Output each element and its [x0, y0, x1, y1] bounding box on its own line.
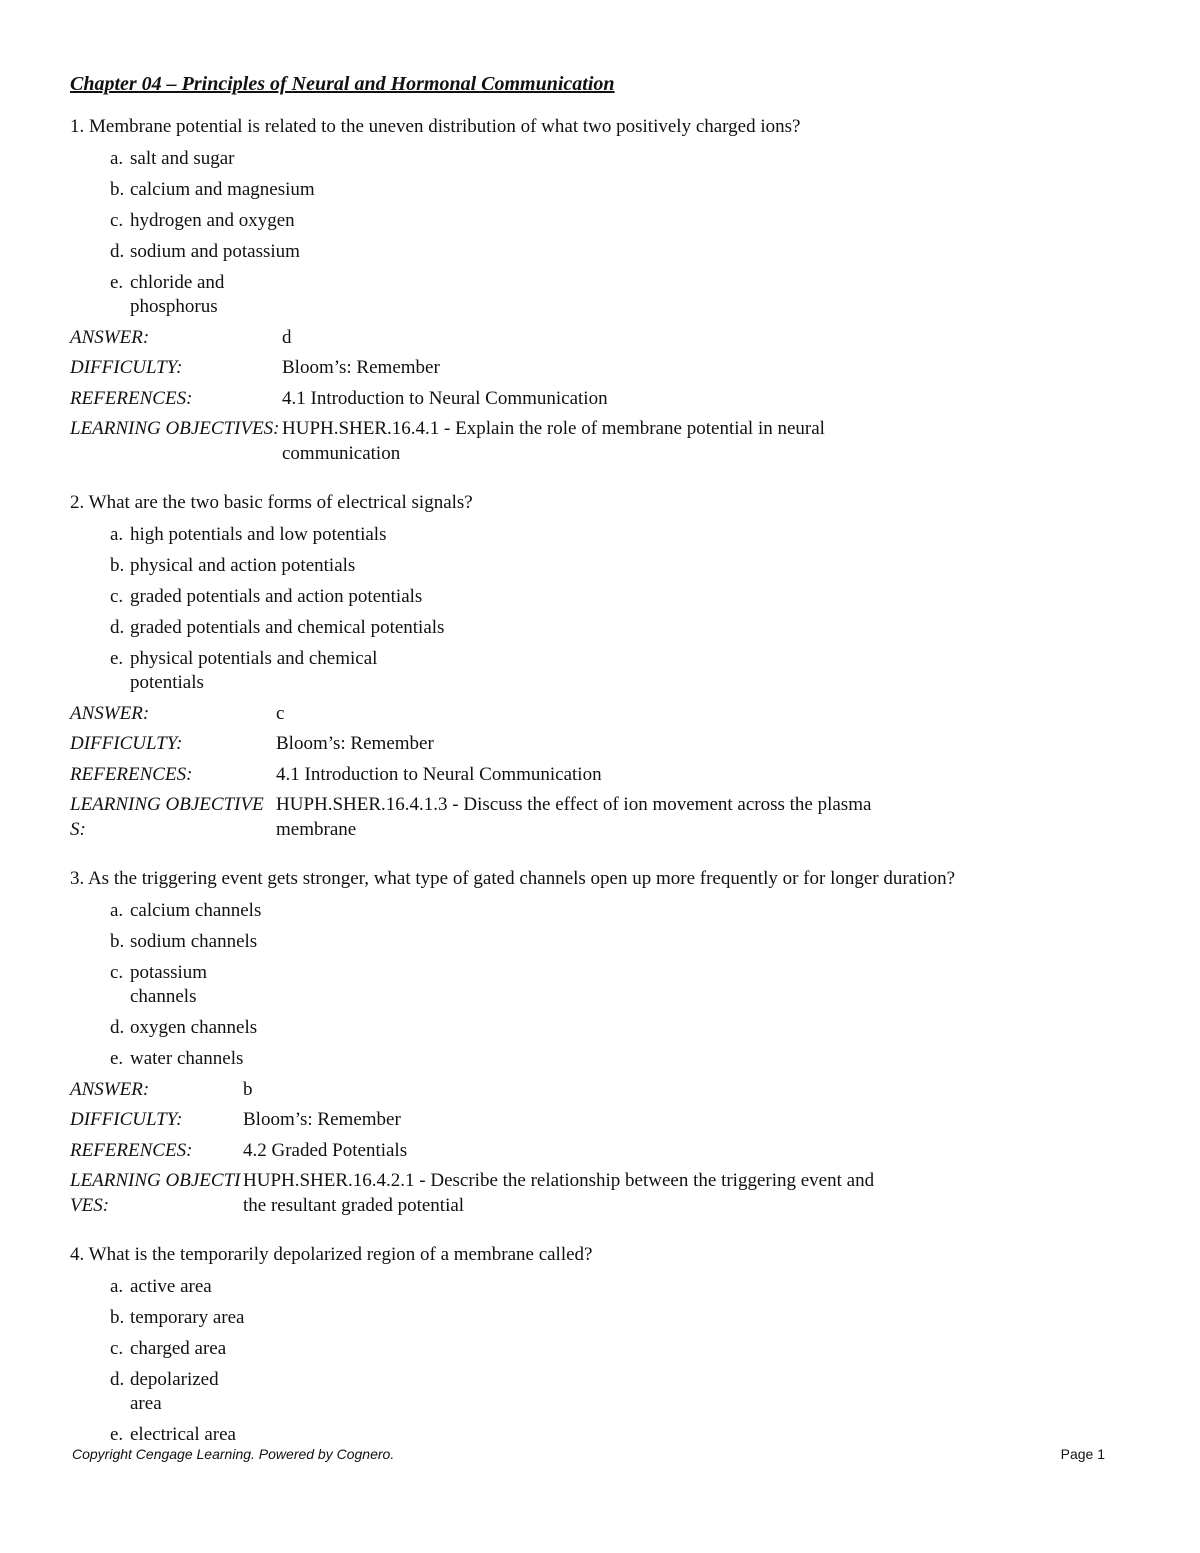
choice-c: c. hydrogen and oxygen [110, 209, 295, 231]
question-4-stem: 4. What is the temporarily depolarized region of a membrane called? [70, 1244, 593, 1265]
question-3-choices [70, 899, 955, 1072]
choice-b: b. calcium and magnesium [110, 178, 315, 200]
answer-value: b [243, 1078, 253, 1100]
question-1-stem: 1. Membrane potential is related to the uneven distribution of what two positively charged ions? [70, 116, 801, 137]
choice-b: b. physical and action potentials [110, 554, 356, 576]
choice-b: b. temporary area [110, 1306, 245, 1328]
question-2-stem: 2. What are the two basic forms of electrical signals? [70, 492, 473, 513]
choice-c: c. graded potentials and action potentials [110, 585, 423, 607]
references-row: REFERENCES: 4.2 Graded Potentials [70, 1139, 408, 1161]
question-1-choices [70, 147, 902, 320]
question-1-metadata [70, 325, 902, 467]
copyright-notice: Copyright Cengage Learning. Powered by Cognero. [72, 1446, 395, 1462]
answer-row: ANSWER: d [70, 326, 292, 348]
references-row: REFERENCES: 4.1 Introduction to Neural Communication [70, 387, 608, 409]
question-3-stem: 3. As the triggering event gets stronger, what type of gated channels open up more frequently or for longer duration? [70, 868, 956, 889]
answer-row: ANSWER: c [70, 702, 285, 724]
choice-a: a. active area [110, 1275, 212, 1297]
chapter-title: Chapter 04 – Principles of Neural and Hormonal Communication [70, 73, 615, 95]
question-3 [70, 866, 955, 1218]
page-number: Page 1 [1060, 1446, 1105, 1462]
choice-d: d. depolarized area [110, 1368, 219, 1414]
choice-d: d. graded potentials and chemical potentials [110, 616, 445, 638]
learning-objectives-row: LEARNING OBJECTIVES: HUPH.SHER.16.4.1.3 - Discuss the effect of ion movement across the plasma membrane [70, 794, 872, 840]
answer-row: ANSWER: b [70, 1078, 253, 1100]
choice-c: c. potassium channels [110, 961, 208, 1007]
learning-objectives-row: LEARNING OBJECTIVES: HUPH.SHER.16.4.1 - Explain the role of membrane potential in neural communication [70, 418, 825, 464]
question-2-metadata [70, 701, 896, 843]
choice-e: e. chloride and phosphorus [110, 271, 225, 317]
answer-value: c [276, 702, 285, 724]
choice-e: e. physical potentials and chemical potentials [110, 647, 378, 693]
question-1 [70, 114, 902, 466]
choice-d: d. oxygen channels [110, 1017, 258, 1038]
question-2 [70, 490, 896, 842]
question-2-choices [70, 523, 896, 696]
difficulty-row: DIFFICULTY: Bloom’s: Remember [70, 733, 434, 754]
choice-b: b. sodium channels [110, 930, 258, 952]
difficulty-row: DIFFICULTY: Bloom’s: Remember [70, 1109, 401, 1130]
choice-a: a. calcium channels [110, 899, 262, 921]
references-row: REFERENCES: 4.1 Introduction to Neural Communication [70, 763, 602, 785]
choice-a: a. high potentials and low potentials [110, 523, 387, 545]
choice-a: a. salt and sugar [110, 147, 235, 169]
choice-d: d. sodium and potassium [110, 240, 300, 262]
answer-value: d [282, 326, 292, 348]
choice-e: e. water channels [110, 1048, 244, 1069]
question-4 [70, 1242, 592, 1448]
question-4-choices [70, 1275, 592, 1448]
question-3-metadata [70, 1077, 955, 1219]
choice-c: c. charged area [110, 1337, 227, 1359]
learning-objectives-row: LEARNING OBJECTIVES: HUPH.SHER.16.4.2.1 - Describe the relationship between the triggering event and the resultant graded potential [70, 1170, 875, 1216]
choice-e: e. electrical area [110, 1424, 236, 1445]
difficulty-row: DIFFICULTY: Bloom’s: Remember [70, 357, 440, 378]
